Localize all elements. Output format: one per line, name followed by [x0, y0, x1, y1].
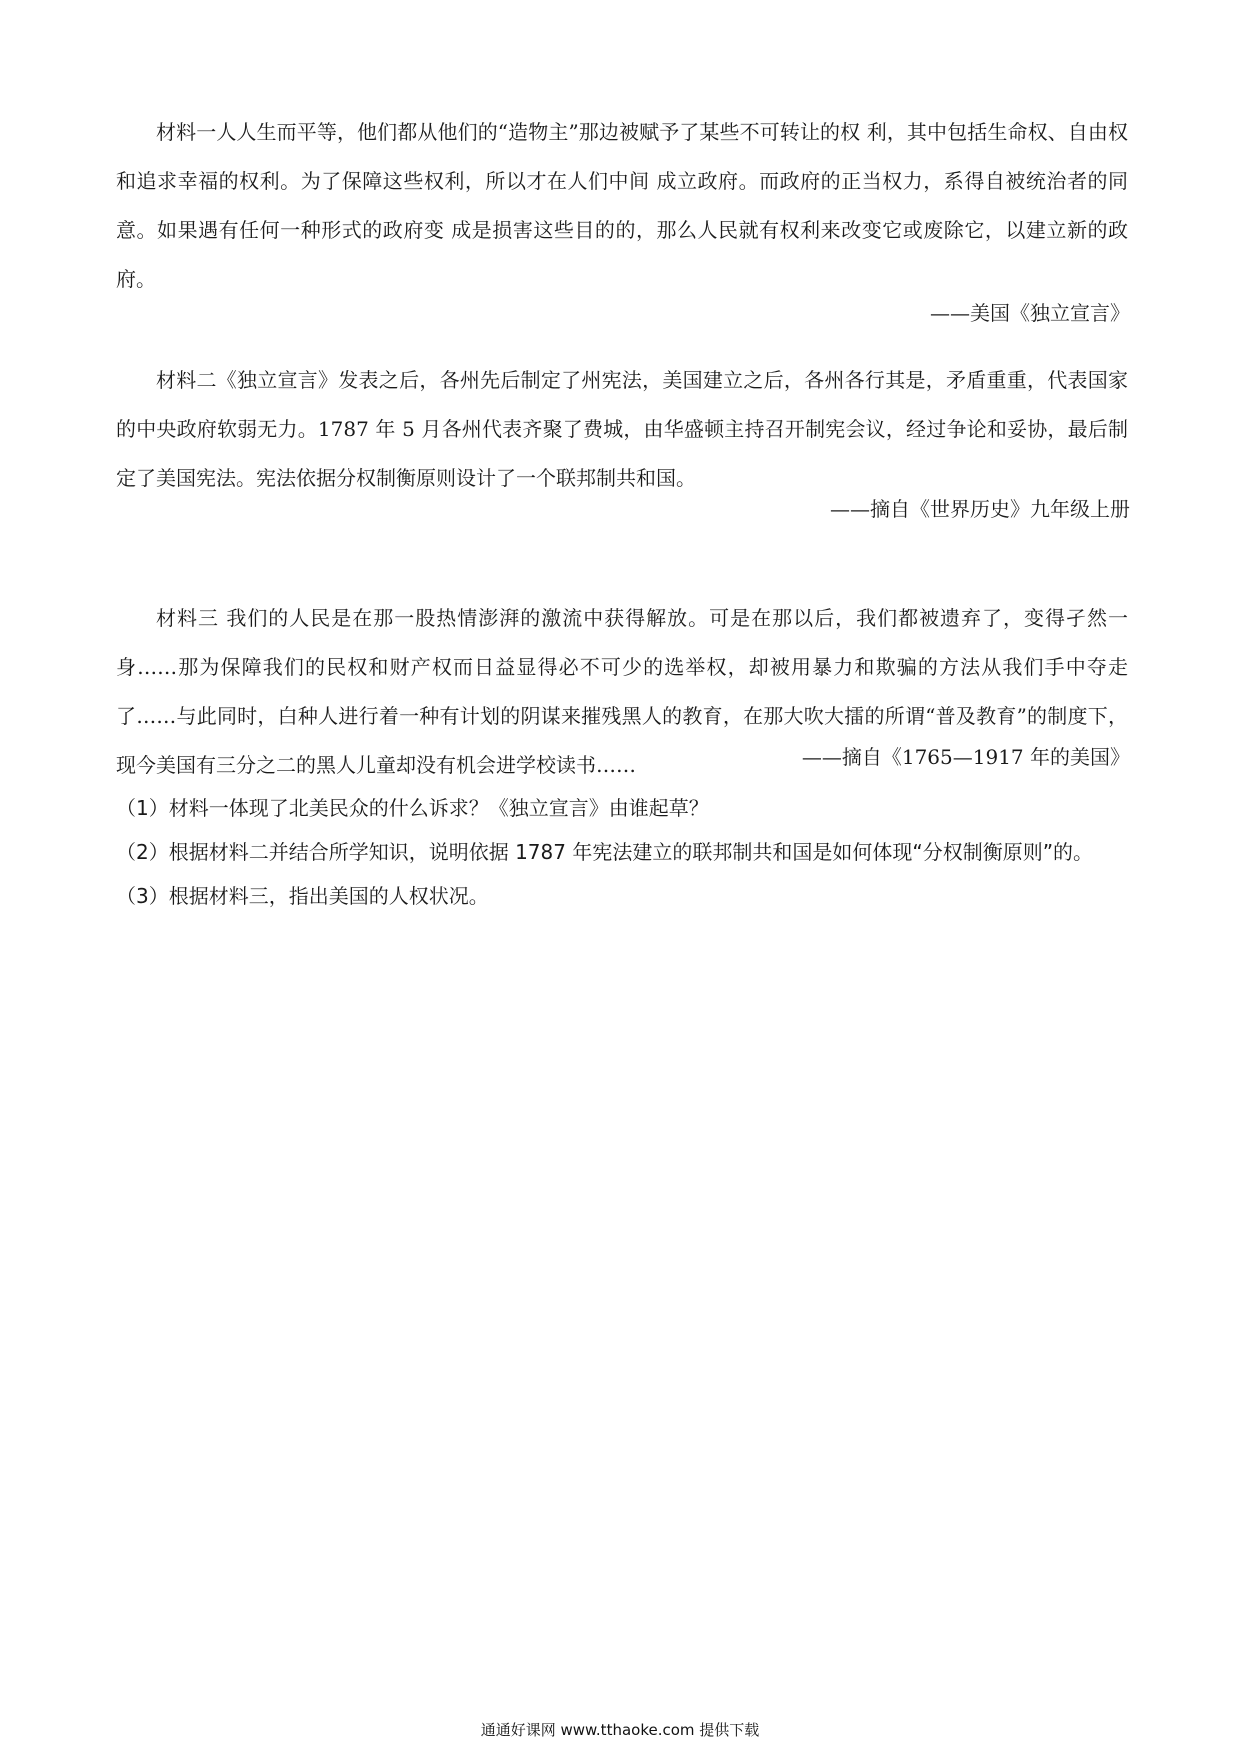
material-two-source: ——摘自《世界历史》九年级上册 [830, 497, 1130, 521]
material-three-source: ——摘自《1765—1917 年的美国》 [801, 745, 1130, 769]
question-1: （1）材料一体现了北美民众的什么诉求？《独立宣言》由谁起草？ [116, 796, 709, 820]
material-three-paragraph: 材料三 我们的人民是在那一股热情澎湃的激流中获得解放。可是在那以后，我们都被遗弃了，变得孑然一身……那为保障我们的民权和财产权而日益显得必不可少的选举权，却被用暴力和欺骗的方法从我们手中夺走了……与此同时，白种人进行着一种有计划的阴谋来摧残黑人的教育，在那大吹大擂的所谓“普及教育”的制度下，现今美国有三分之二的黑人儿童却没有机会进学校读书…… [116, 606, 1128, 777]
question-2: （2）根据材料二并结合所学知识，说明依据 1787 年宪法建立的联邦制共和国是如何体现“分权制衡原则”的。 [116, 840, 1094, 864]
material-one-paragraph: 材料一人人生而平等，他们都从他们的“造物主”那边被赋予了某些不可转让的权 利，其中包括生命权、自由权和追求幸福的权利。为了保障这些权利，所以才在人们中间 成立政府。而政府的正当权力，系得自被统治者的同意。如果遇有任何一种形式的政府变 成是损害这些目的的，那么人民就有权利来改变它或废除它，以建立新的政府。 [116, 120, 1128, 291]
material-two-paragraph: 材料二《独立宣言》发表之后，各州先后制定了州宪法，美国建立之后，各州各行其是，矛盾重重，代表国家的中央政府软弱无力。1787 年 5 月各州代表齐聚了费城，由华盛顿主持召开制宪会议，经过争论和妥协，最后制定了美国宪法。宪法依据分权制衡原则设计了一个联邦制共和国。 [116, 368, 1128, 490]
footer-watermark: 通通好课网 www.tthaoke.com 提供下载 [480, 1721, 760, 1739]
question-3: （3）根据材料三，指出美国的人权状况。 [116, 884, 489, 908]
material-one-source: ——美国《独立宣言》 [930, 301, 1130, 325]
questions-list [116, 786, 1128, 918]
